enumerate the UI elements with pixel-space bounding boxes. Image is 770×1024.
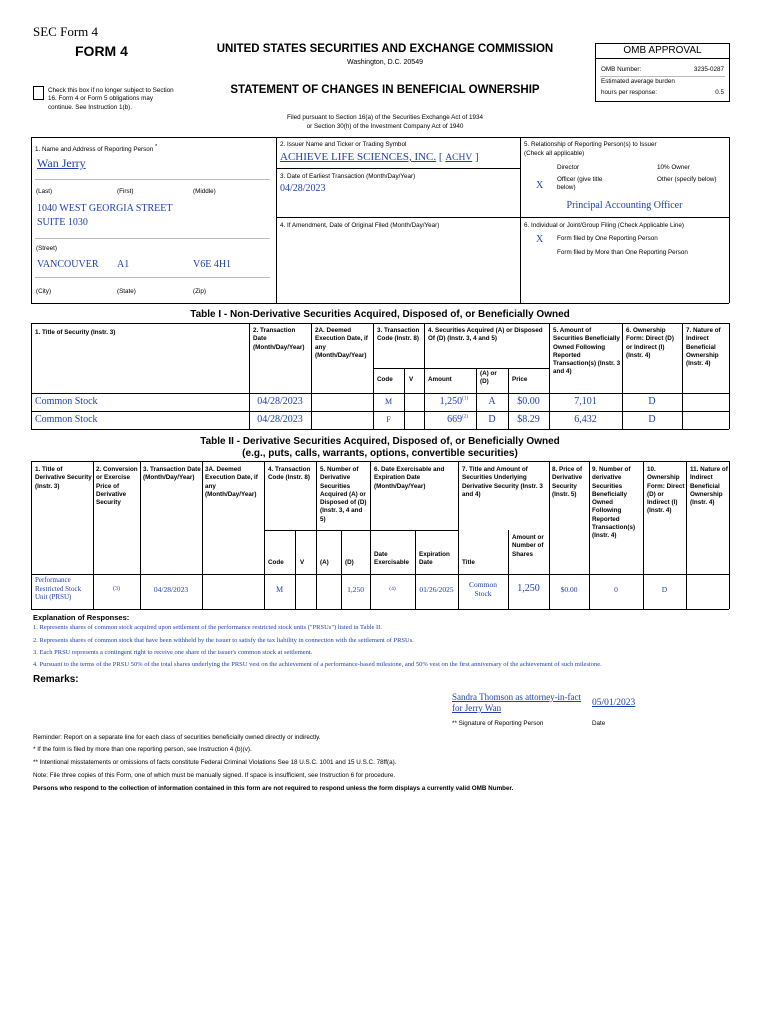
footer-note-3: Note: File three copies of this Form, one of which must be manually signed. If space is insufficient, see Instruction 6 for procedure. xyxy=(33,772,396,779)
city-value: VANCOUVER xyxy=(37,259,99,270)
t2-h-owned: 9. Number of derivative Securities Beneficially Owned Following Reported Transaction(s) (Instr. 4) xyxy=(592,466,636,540)
omb-hours-label: hours per response: xyxy=(601,89,658,96)
state-label: (State) xyxy=(117,288,136,295)
t2-sub-code: Code xyxy=(268,559,284,566)
t1-h-code: 3. Transaction Code (Instr. 8) xyxy=(377,327,420,343)
t1-row1-code: M xyxy=(384,397,393,406)
issuer-name-line: ACHIEVE LIFE SCIENCES, INC. [ ACHV ] xyxy=(280,151,479,163)
form-title: FORM 4 xyxy=(75,43,128,59)
earliest-date-label: 3. Date of Earliest Transaction (Month/Day/Year) xyxy=(280,173,416,180)
relationship-label: 5. Relationship of Reporting Person(s) to Issuer xyxy=(524,141,657,148)
t1-h-title: 1. Title of Security (Instr. 3) xyxy=(35,329,116,336)
t2-row-price8: $0.00 xyxy=(560,585,578,594)
t2-h-code: 4. Transaction Code (Instr. 8) xyxy=(268,466,311,482)
t1-h-securities: 4. Securities Acquired (A) or Disposed Of (D) (Instr. 3, 4 and 5) xyxy=(428,327,543,343)
t1-h-deemed: 2A. Deemed Execution Date, if any (Month/Day/Year) xyxy=(315,327,368,359)
explanation-item-1: 1. Represents shares of common stock acquired upon settlement of the performance restricted stock units ("PRSUs") listed in Table II. xyxy=(33,624,382,631)
remarks-title: Remarks: xyxy=(33,674,79,685)
t2-row-expiration: 01/26/2025 xyxy=(419,585,454,594)
t2-h-conversion: 2. Conversion or Exercise Price of Derivative Security xyxy=(96,466,138,507)
t2-row-amount: 1,250 xyxy=(517,583,540,594)
checkbox-text: Check this box if no longer subject to Section 16. Form 4 or Form 5 obligations may continue. See Instruction 1(b). xyxy=(48,87,174,111)
t2-sub-v: V xyxy=(300,559,305,566)
t2-row-exercisable: (4) xyxy=(389,586,396,592)
issuer-label: 2. Issuer Name and Ticker or Trading Symbol xyxy=(280,141,407,148)
explanation-item-2: 2. Represents shares of common stock that have been withheld by the issuer to satisfy the tax liability in connection with the settlement of PRSUs. xyxy=(33,637,414,644)
signature-date: 05/01/2023 xyxy=(592,698,636,708)
t2-sub-title: Title xyxy=(462,559,475,566)
t1-row1-owned: 7,101 xyxy=(574,396,597,407)
other-option: Other (specify below) xyxy=(657,176,717,183)
t1-row1-form: D xyxy=(648,396,656,407)
t1-row1-amount: 1,250$^{(1)}$ xyxy=(439,396,468,407)
table2-title: Table II - Derivative Securities Acquired, Disposed of, or Beneficially Owned xyxy=(200,436,560,447)
t2-sub-a: (A) xyxy=(320,559,329,566)
owner-option: 10% Owner xyxy=(657,164,690,171)
last-label: (Last) xyxy=(36,188,53,195)
filing-one-option: Form filed by One Reporting Person xyxy=(557,235,658,242)
t1-row1-price: $0.00 xyxy=(517,396,540,407)
t2-row-code: M xyxy=(275,585,284,594)
filed-pursuant-line2: or Section 30(h) of the Investment Company Act of 1940 xyxy=(306,123,464,130)
t1-row2-ad: D xyxy=(488,414,496,425)
commission-name: UNITED STATES SECURITIES AND EXCHANGE COMMISSION xyxy=(216,43,554,55)
t2-row-title: Performance Restricted Stock Unit (PRSU) xyxy=(35,576,82,601)
t1-sub-v: V xyxy=(409,376,414,383)
footer-reminder: Reminder: Report on a separate line for each class of securities beneficially owned directly or indirectly. xyxy=(33,734,321,741)
street-line1: 1040 WEST GEORGIA STREET xyxy=(37,203,173,214)
footer-note-1: * If the form is filed by more than one reporting person, see Instruction 4 (b)(v). xyxy=(33,746,252,753)
t2-sub-d: (D) xyxy=(345,559,354,566)
issuer-name-link[interactable]: ACHIEVE LIFE SCIENCES, INC. xyxy=(280,151,437,163)
t2-sub-expiration: Expiration Date xyxy=(419,551,450,567)
t2-h-exercisable: 6. Date Exercisable and Expiration Date (Month/Day/Year) xyxy=(374,466,445,490)
t2-row-owned: 0 xyxy=(614,585,618,594)
t2-h-nature: 11. Nature of Indirect Beneficial Ownership (Instr. 4) xyxy=(690,466,728,507)
date-label: Date xyxy=(592,720,606,727)
zip-label: (Zip) xyxy=(193,288,206,295)
statement-title: STATEMENT OF CHANGES IN BENEFICIAL OWNERSHIP xyxy=(230,84,540,96)
t2-h-date: 3. Transaction Date (Month/Day/Year) xyxy=(143,466,201,482)
omb-title: OMB APPROVAL xyxy=(596,44,729,59)
t1-sub-price: Price xyxy=(512,376,528,383)
officer-mark: X xyxy=(536,180,544,191)
explanation-title: Explanation of Responses: xyxy=(33,613,130,622)
page-label: SEC Form 4 xyxy=(33,24,99,39)
explanation-item-4: 4. Pursuant to the terms of the PRSU 50% of the total shares underlying the PRSU vest on the achievement of a performance-based milestone, and 50% vest on the first anniversary of the achievement of such milestone. xyxy=(33,661,602,668)
t2-row-d: 1,250 xyxy=(347,585,364,594)
officer-option: Officer (give title below) xyxy=(557,176,603,192)
filing-label: 6. Individual or Joint/Group Filing (Check Applicable Line) xyxy=(524,222,684,229)
t1-row2-date: 04/28/2023 xyxy=(257,414,303,425)
t1-row1-date: 04/28/2023 xyxy=(257,396,303,407)
relationship-sublabel: (Check all applicable) xyxy=(524,150,585,157)
t2-row-underlying-title: Common Stock xyxy=(469,580,497,598)
reporting-person-label: 1. Name and Address of Reporting Person * xyxy=(35,144,158,154)
omb-number-value: 3235-0287 xyxy=(693,66,724,73)
t1-row1-ad: A xyxy=(488,396,496,407)
filing-mark: X xyxy=(536,234,544,245)
zip-value: V6E 4H1 xyxy=(193,259,232,270)
footer-note-2: ** Intentional misstatements or omissions of facts constitute Federal Criminal Violations See 18 U.S.C. 1001 and 15 U.S.C. 78ff(a). xyxy=(33,759,397,766)
signature-name[interactable]: Sandra Thomson as attorney-in-fact for Jerry Wan xyxy=(452,692,582,713)
amendment-label: 4. If Amendment, Date of Original Filed (Month/Day/Year) xyxy=(280,222,440,229)
t1-h-nature: 7. Nature of Indirect Beneficial Ownership (Instr. 4) xyxy=(686,327,721,368)
state-value: A1 xyxy=(117,259,130,270)
director-option: Director xyxy=(557,164,580,171)
t1-row2-amount: 669$^{(2)}$ xyxy=(447,414,468,425)
t2-h-form: 10. Ownership Form: Direct (D) or Indirect (I) (Instr. 4) xyxy=(647,466,685,515)
t2-h-number: 5. Number of Derivative Securities Acquired (A) or Disposed of (D) (Instr. 3, 4 and 5) xyxy=(320,466,367,523)
filing-more-option: Form filed by More than One Reporting Person xyxy=(557,249,688,256)
t2-sub-exercisable: Date Exercisable xyxy=(374,551,410,567)
t2-row-date: 04/28/2023 xyxy=(153,585,189,594)
explanation-item-3: 3. Each PRSU represents a contingent right to receive one share of the issuer's common stock at settlement. xyxy=(33,649,313,656)
t2-h-deemed: 3A. Deemed Execution Date, if any (Month/Day/Year) xyxy=(205,466,258,498)
omb-approval-box xyxy=(595,43,730,102)
t2-h-price: 8. Price of Derivative Security (Instr. 5) xyxy=(552,466,583,498)
t1-row2-form: D xyxy=(648,414,656,425)
commission-location: Washington, D.C. 20549 xyxy=(346,59,423,66)
earliest-date-value: 04/28/2023 xyxy=(280,183,326,194)
table1-title: Table I - Non-Derivative Securities Acquired, Disposed of, or Beneficially Owned xyxy=(190,309,570,320)
t1-h-owned: 5. Amount of Securities Beneficially Owned Following Reported Transaction(s) (Instr. 3 and 4) xyxy=(553,327,621,376)
t2-h-underlying: 7. Title and Amount of Securities Underlying Derivative Security (Instr. 3 and 4) xyxy=(462,466,543,498)
no-longer-subject-checkbox[interactable] xyxy=(33,86,44,100)
t2-row-price: (3) xyxy=(113,586,120,592)
t1-sub-amount: Amount xyxy=(428,376,452,383)
first-label: (First) xyxy=(117,188,134,195)
t1-sub-code: Code xyxy=(377,376,393,383)
t2-sub-amount: Amount or Number of Shares xyxy=(512,534,544,558)
filed-pursuant-line1: Filed pursuant to Section 16(a) of the Securities Exchange Act of 1934 xyxy=(286,114,484,121)
t1-row2-code: F xyxy=(386,415,391,424)
reporting-person-name[interactable]: Wan Jerry xyxy=(37,156,86,170)
table2-subtitle: (e.g., puts, calls, warrants, options, convertible securities) xyxy=(242,448,518,459)
officer-title: Principal Accounting Officer xyxy=(566,200,683,211)
city-label: (City) xyxy=(36,288,52,295)
signature-label: ** Signature of Reporting Person xyxy=(452,720,544,727)
middle-label: (Middle) xyxy=(193,188,216,195)
t1-row2-owned: 6,432 xyxy=(574,414,597,425)
t2-h-title: 1. Title of Derivative Security (Instr. 3) xyxy=(35,466,92,490)
omb-hours-value: 0.5 xyxy=(715,89,724,96)
t1-row1-title: Common Stock xyxy=(35,396,98,407)
t2-row-form: D xyxy=(661,585,668,594)
street-label: (Street) xyxy=(36,245,57,252)
footer-note-4: Persons who respond to the collection of information contained in this form are not required to respond unless the form displays a currently valid OMB Number. xyxy=(33,785,514,792)
ticker-link[interactable]: ACHV xyxy=(445,153,473,163)
t1-h-form: 6. Ownership Form: Direct (D) or Indirect (I) (Instr. 4) xyxy=(626,327,674,359)
t1-row2-price: $8.29 xyxy=(517,414,540,425)
t1-sub-ad: (A) or (D) xyxy=(480,370,497,386)
street-line2: SUITE 1030 xyxy=(37,217,88,228)
t1-h-date: 2. Transaction Date (Month/Day/Year) xyxy=(253,327,305,351)
t1-row2-title: Common Stock xyxy=(35,414,98,425)
omb-burden-label: Estimated average burden xyxy=(601,78,675,85)
omb-number-label: OMB Number: xyxy=(601,66,642,73)
